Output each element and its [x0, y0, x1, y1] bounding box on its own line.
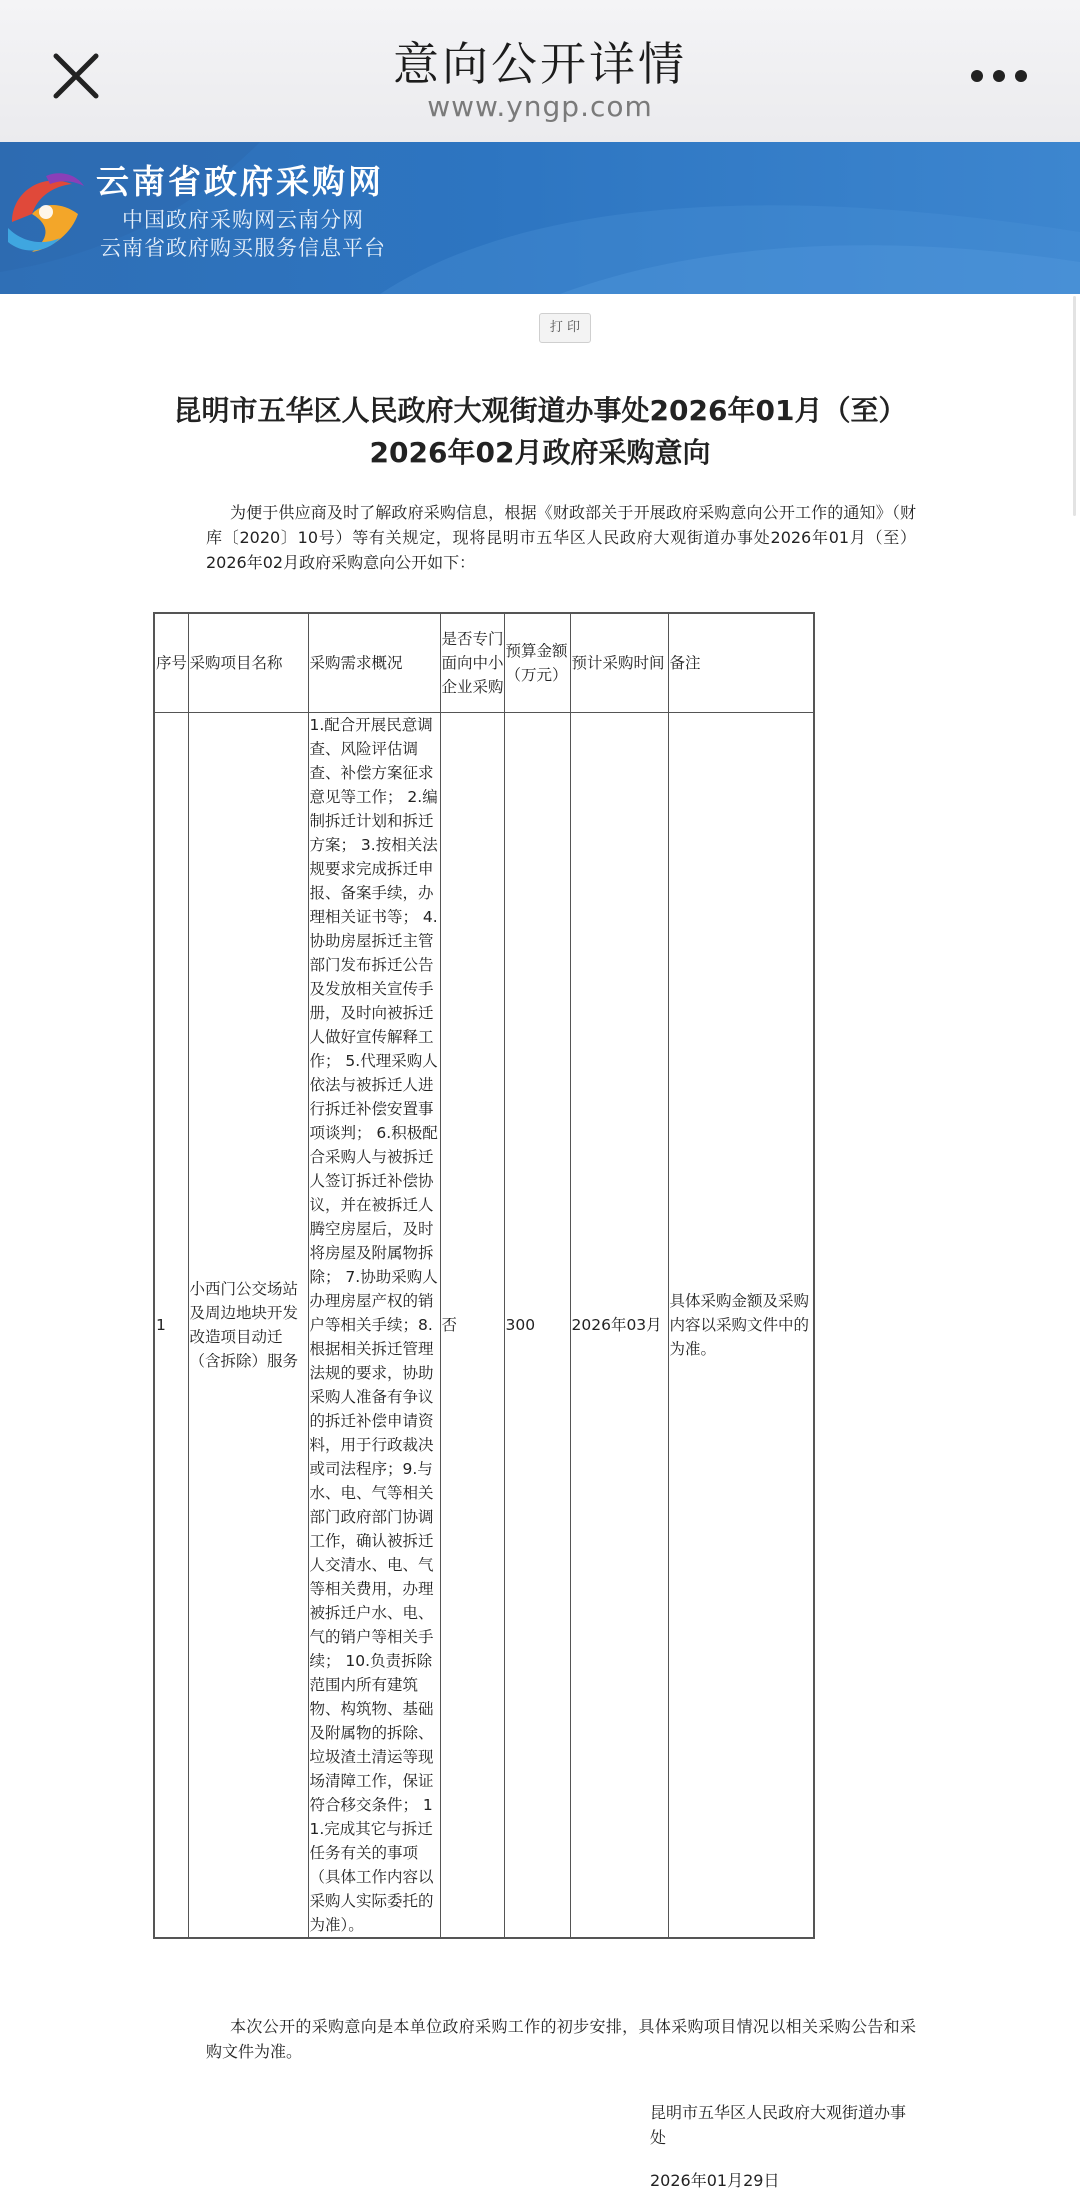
signer-name: 昆明市五华区人民政府大观街道办事处 [650, 2103, 907, 2147]
table-header-row [154, 613, 814, 713]
table-header-cell: 采购需求概况 [308, 613, 440, 713]
cell-budget: 300 [504, 713, 570, 1939]
table-header-cell: 是否专门面向中小企业采购 [440, 613, 504, 713]
cell-note: 具体采购金额及采购内容以采购文件中的为准。 [668, 713, 814, 1939]
cell-description: 1.配合开展民意调查、风险评估调查、补偿方案征求意见等工作； 2.编制拆迁计划和拆迁方案； 3.按相关法规要求完成拆迁申报、备案手续，办理相关证书等； 4.协助房屋拆迁主管部门发布拆迁公告及发放相关宣传手册，及时向被拆迁人做好宣传解释工作； 5.代理采购人依法与被拆迁人进行拆迁补偿安置事项谈判； 6.积极配合采购人与被拆迁人签订拆迁补偿协议，并在被拆迁人腾空房屋后，及时将房屋及附属物拆除； 7.协助采购人办理房屋产权的销户等相关手续；8.根据相关拆迁管理法规的要求，协助采购人准备有争议的拆迁补偿申请资料，用于行政裁决或司法程序；9.与水、电、气等相关部门政府部门协调工作，确认被拆迁人交清水、电、气等相关费用，办理被拆迁户水、电、气的销户等相关手续； 10.负责拆除范围内所有建筑物、构筑物、基础及附属物的拆除、垃圾渣土清运等现场清障工作，保证符合移交条件； 11.完成其它与拆迁任务有关的事项（具体工作内容以采购人实际委托的为准）。 [308, 713, 440, 1939]
site-banner [0, 142, 1080, 294]
table-header-cell: 采购项目名称 [188, 613, 308, 713]
top-nav-bar [0, 0, 1080, 142]
yngp-logo-icon [2, 162, 88, 262]
banner-subtitle: 中国政府采购网云南分网 [122, 208, 364, 232]
table-row [154, 713, 814, 1939]
more-dots-icon[interactable] [964, 56, 1034, 96]
intro-paragraph: 为便于供应商及时了解政府采购信息，根据《财政部关于开展政府采购意向公开工作的通知》（财库〔2020〕10号）等有关规定，现将昆明市五华区人民政府大观街道办事处2026年01月（至）2026年02月政府采购意向公开如下： [206, 503, 916, 572]
page-url: www.yngp.com [427, 90, 653, 123]
page-title: 意向公开详情 [393, 37, 687, 91]
table-header-cell: 备注 [668, 613, 814, 713]
banner-title: 云南省政府采购网 [96, 162, 384, 201]
cell-time: 2026年03月 [570, 713, 668, 1939]
sign-date: 2026年01月29日 [650, 2171, 780, 2190]
procurement-table [153, 612, 815, 1939]
banner-subtitle: 云南省政府购买服务信息平台 [100, 236, 386, 260]
scrollbar[interactable] [1073, 296, 1076, 516]
table-header-cell: 预计采购时间 [570, 613, 668, 713]
print-button[interactable]: 打 印 [539, 313, 591, 343]
table-header-cell: 序号 [154, 613, 188, 713]
table-header-cell: 预算金额（万元） [504, 613, 570, 713]
cell-sme: 否 [440, 713, 504, 1939]
cell-seq: 1 [154, 713, 188, 1939]
document-title: 昆明市五华区人民政府大观街道办事处2026年01月（至）2026年02月政府采购意向 [173, 394, 907, 469]
cell-project-name: 小西门公交场站及周边地块开发改造项目动迁（含拆除）服务 [188, 713, 308, 1939]
closing-paragraph: 本次公开的采购意向是本单位政府采购工作的初步安排，具体采购项目情况以相关采购公告和采购文件为准。 [206, 2017, 916, 2061]
